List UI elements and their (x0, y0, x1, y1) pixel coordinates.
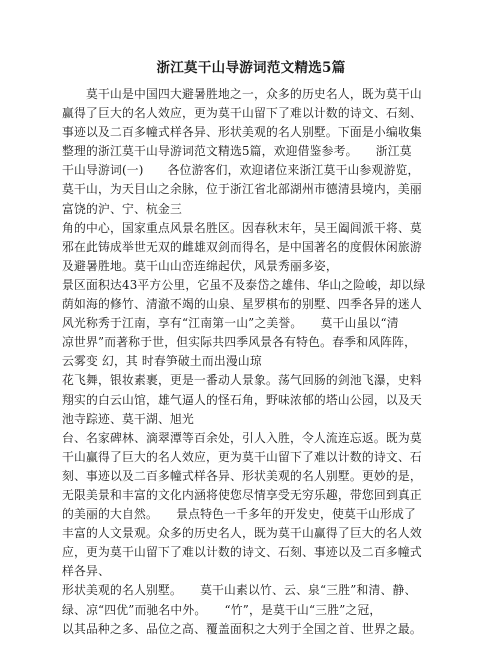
body-line: 无限美景和丰富的文化内涵将使您尽情享受无穷乐趣，带您回到真正 (62, 487, 422, 502)
body-line: 及避暑胜地。莫干山山峦连绵起伏，风景秀丽多姿， (62, 258, 338, 273)
body-line: 景区面积达43平方公里，它虽不及泰岱之雄伟、华山之险峻，却以绿 (62, 277, 426, 292)
body-line: 丰富的人文景观。众多的历史名人，既为莫干山赢得了巨大的名人效 (62, 526, 422, 541)
body-line: 形状美观的名人别墅。 莫干山素以竹、云、泉“三胜”和清、静、 (62, 583, 417, 598)
body-line: 绿、凉“四优”而驰名中外。 “竹”，是莫干山“三胜”之冠， (62, 602, 382, 617)
body-line: 富饶的沪、宁、杭金三 (62, 201, 182, 216)
body-line: 邪在此铸成举世无双的雌雄双剑而得名，是中国著名的度假休闲旅游 (62, 239, 422, 254)
body-line: 莫干山是中国四大避暑胜地之一，众多的历史名人，既为莫干山 (62, 87, 422, 101)
body-line: 赢得了巨大的名人效应，更为莫干山留下了难以计数的诗文、石刻、 (62, 106, 422, 121)
body-line: 荫如海的修竹、清澈不竭的山泉、星罗棋布的别墅、四季各异的迷人 (62, 297, 422, 312)
document-body (62, 85, 462, 639)
body-line: 花飞舞，银妆素裹，更是一番动人景象。荡气回肠的剑池飞瀑，史料 (62, 373, 422, 388)
body-line: 云雾变 幻，其 时春笋破土而出漫山琼 (62, 354, 262, 369)
body-line: 以其品种之多、品位之高、覆盖面积之大列于全国之首、世界之最。 (62, 621, 422, 636)
body-line: 台、名家碑林、滴翠潭等百余处，引人入胜，令人流连忘返。既为莫 (62, 430, 422, 445)
body-line: 翔实的白云山馆，雄气逼人的怪石角，野味浓郁的塔山公园，以及天 (62, 392, 422, 407)
body-line: 角的中心，国家重点风景名胜区。因春秋末年，吴王阖闾派干将、莫 (62, 220, 422, 235)
body-line: 整理的浙江莫干山导游词范文精选5篇，欢迎借鉴参考。 浙江莫 (62, 144, 412, 159)
body-line: 干山赢得了巨大的名人效应，更为莫干山留下了难以计数的诗文、石 (62, 449, 422, 464)
body-line: 凉世界”而著称于世，但实际共四季风景各有特色。春季和风阵阵， (62, 335, 417, 350)
body-line: 池寺踪迹、莫干湖、旭光 (62, 411, 194, 426)
body-line: 刻、事迹以及二百多幢式样各异、形状美观的名人别墅。更妙的是， (62, 468, 422, 483)
body-line: 莫干山，为天目山之余脉，位于浙江省北部湖州市德清县境内，美丽 (62, 182, 422, 197)
body-line: 的美丽的大自然。 景点特色一千多年的开发史，使莫干山形成了 (62, 507, 417, 522)
document-title: 浙江莫干山导游词范文精选5篇 (156, 60, 346, 76)
body-line: 样各异、 (62, 564, 110, 579)
body-line: 干山导游词(一) 各位游客们，欢迎诸位来浙江莫干山参观游览， (62, 163, 420, 178)
body-line: 事迹以及二百多幢式样各异、形状美观的名人别墅。下面是小编收集 (62, 125, 422, 140)
body-line: 风光称秀于江南，享有“江南第一山”之美誉。 莫干山虽以“清 (62, 316, 399, 331)
body-line: 应，更为莫干山留下了难以计数的诗文、石刻、事迹以及二百多幢式 (62, 545, 422, 560)
